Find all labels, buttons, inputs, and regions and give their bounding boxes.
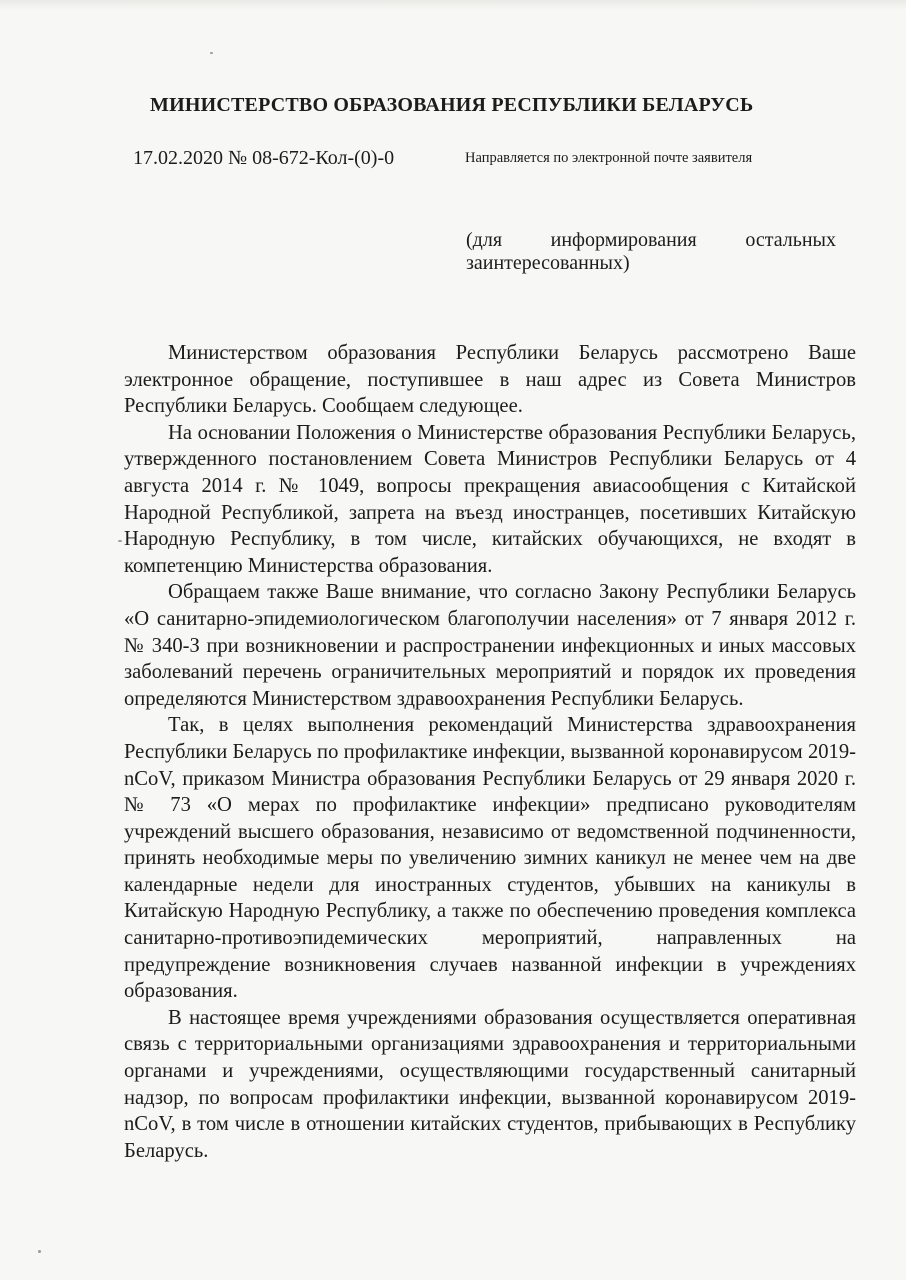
scan-speck xyxy=(38,1250,41,1253)
delivery-note: Направляется по электронной почте заявителя xyxy=(465,150,753,166)
recipient-word: информирования xyxy=(550,229,697,251)
body-paragraph: В настоящее время учреждениями образования осуществляется оперативная связь с территориальными организациями здравоохранения и территориальными органами и учреждениями, осуществляющими государственный санитарный надзор, по вопросам профилактики инфекции, вызванной коронавирусом 2019-nCoV, в том числе в отношении китайских студентов, прибывающих в Республику Беларусь. xyxy=(124,1006,856,1162)
body-paragraph: Обращаем также Ваше внимание, что согласно Закону Республики Беларусь «О санитарно-эпидемиологическом благополучии населения» от 7 января 2012 г. № 340-З при возникновении и распространении инфекционных и иных массовых заболеваний перечень ограничительных мероприятий и порядок их проведения определяются Министерством здравоохранения Республики Беларусь. xyxy=(124,581,856,710)
body-paragraph: Министерством образования Республики Беларусь рассмотрено Ваше электронное обращение, поступившее в наш адрес из Совета Министров Республики Беларусь. Сообщаем следующее. xyxy=(124,342,856,418)
scan-speck xyxy=(210,52,213,54)
recipient-word: остальных xyxy=(745,229,836,251)
recipient-line-2: заинтересованных) xyxy=(466,252,630,274)
recipient-word: (для xyxy=(466,229,503,251)
body-paragraph: Так, в целях выполнения рекомендаций Министерства здравоохранения Республики Беларусь по профилактике инфекции, вызванной коронавирусом 2019-nCoV, приказом Министра образования Республики Беларусь от 29 января 2020 г. № 73 «О мерах по профилактике инфекции» предписано руководителям учреждений высшего образования, независимо от ведомственной подчиненности, принять необходимые меры по увеличению зимних каникул не менее чем на две календарные недели для иностранных студентов, убывших на каникулы в Китайскую Народную Республику, а также по обеспечению проведения комплекса санитарно-противоэпидемических мероприятий, направленных на предупреждение возникновения случаев названной инфекции в учреждениях образования. xyxy=(124,714,856,1003)
scan-speck xyxy=(118,540,122,542)
registration-number: 17.02.2020 № 08-672-Кол-(0)-0 xyxy=(133,147,395,169)
letter-body xyxy=(124,340,856,1164)
recipient-block xyxy=(466,229,836,275)
body-paragraph: На основании Положения о Министерстве образования Республики Беларусь, утвержденного постановлением Совета Министров Республики Беларусь от 4 августа 2014 г. № 1049, вопросы прекращения авиасообщения с Китайской Народной Республикой, запрета на въезд иностранцев, посетивших Китайскую Народную Республику, в том числе, китайских обучающихся, не входят в компетенцию Министерства образования. xyxy=(124,421,856,577)
scan-edge xyxy=(0,0,906,10)
ministry-heading: МИНИСТЕРСТВО ОБРАЗОВАНИЯ РЕСПУБЛИКИ БЕЛАРУСЬ xyxy=(150,94,754,116)
